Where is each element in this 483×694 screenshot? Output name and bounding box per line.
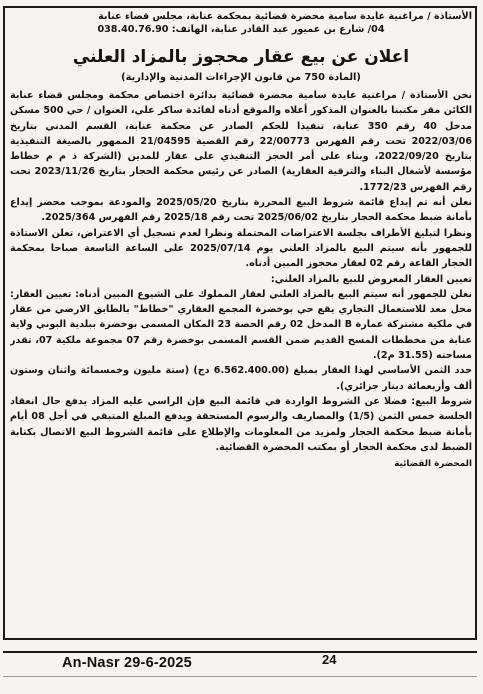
page-number: 24 <box>322 652 337 667</box>
paragraph-sale-conditions: شروط البيع: فضلا عن الشروط الواردة في قائمة البيع فإن الراسي عليه المزاد يدفع حال انعقاد الجلسة خمس الثمن (1/5) والمصاريف والرسوم المستحقة ويدفع المبلغ المتبقي في أجل 08 أيام بأمانة ضبط محكمة الحجار ولمزيد من المعلومات والإطلاع على قائمة الشروط البيع الاتصال بكتابة الضبط لدى محكمة الحجار أو بمكتب المحضرة القضائية. <box>10 395 472 453</box>
footer-divider <box>3 651 477 653</box>
bailiff-header-line-1: الأستاذة / مراغنية عايدة سامية محضرة قضائية بمحكمة عنابة، مجلس قضاء عنابة <box>98 11 472 22</box>
signature: المحضرة القضائية <box>394 459 472 470</box>
paragraph-base-price: حدد الثمن الأساسي لهذا العقار بمبلغ (6.562.400.00 دج) (ستة مليون وخمسمائة واثنان وستون ألف وأربعمائة دينار جزائري). <box>10 365 472 392</box>
paragraph-property-description: نعلن للجمهور أنه سيتم البيع بالمزاد العلني لعقار المملوك على الشيوع المبين أدناه: تعيين العقار: محل معد للاستعمال التجاري يقع حي بوخضرة المجمع العقاري "خطاط" بالطابق الارضي من عقار في ملكية مشتركة عمارة B المدخل 02 رقم الحصة 23 المكان المسمى بوخضرة ببلدية البوني ولاية عنابة من مخططات المسح القديم ضمن القسم المسمى بوخضرة رقم 07 مجموعة ملكية 07، تقدر مساحته (31.55 م2). <box>10 288 472 362</box>
notice-title: اعلان عن بيع عقار محجوز بالمزاد العلني <box>72 47 410 67</box>
auction-notice <box>10 10 472 635</box>
notice-subtitle: (المادة 750 من قانون الإجراءات المدنية والإدارية) <box>121 72 361 83</box>
paragraph-auction-date: ونظرا لتبليغ الأطراف بجلسة الاعتراضات المحتملة ونظرا لعدم تسجيل أي الاعتراض، تعلن الاستاذة للجمهور بأنه سيتم البيع بالمزاد العلني يوم 2025/07/14 على الساعة التاسعة صباحا بمحكمة الحجار القاعة رقم 02 لعقار محجوز المبين أدناه. <box>10 227 472 270</box>
newspaper-name: An-Nasr 29-6-2025 <box>62 655 192 671</box>
bailiff-header-line-2: 04/ شارع بن عميور عبد القادر عنابة، الهاتف: 038.40.76.90 <box>97 24 385 35</box>
paragraph-intro: نحن الأستاذة / مراغنية عايدة سامية محضرة قضائية بدائرة اختصاص محكمة ومجلس قضاء عنابة الكائن مقر مكتبنا بالعنوان المذكور أعلاه والموقع أدناه لفائدة ساكر علي، العنوان / حي 500 مسكن مدخل 40 رقم 350 عنابة، تنفيذا للحكم الصادر عن محكمة عنابة، القسم المدني بتاريخ 2022/03/06 تحت رقم الفهرس 22/00773 رقم القضية 21/04595 الممهور بالصيغة التنفيذية بتاريخ 2022/09/20، وبناء على أمر الحجز التنفيذي على عقار للمدين (الشركة ذ م م خطاط مؤسسة لأشغال البناء والترقية العقارية) الصادر عن رئيس محكمة الحجار بتاريخ 2023/11/26 تحت رقم الفهرس 1772/23. <box>10 90 472 193</box>
paragraph-deposit: نعلن أنه تم إيداع قائمة شروط البيع المحررة بتاريخ 2025/05/20 والمودعة بموجب محضر إيداع بأمانة ضبط محكمة الحجار بتاريخ 2025/06/02 تحت رقم 2025/18 رقم الفهرس 2025/364. <box>10 197 472 224</box>
footer-rule <box>3 676 477 677</box>
paragraph-property-heading: تعيين العقار المعروض للبيع بالمزاد العلني: <box>270 273 472 285</box>
page-footer <box>0 646 483 694</box>
